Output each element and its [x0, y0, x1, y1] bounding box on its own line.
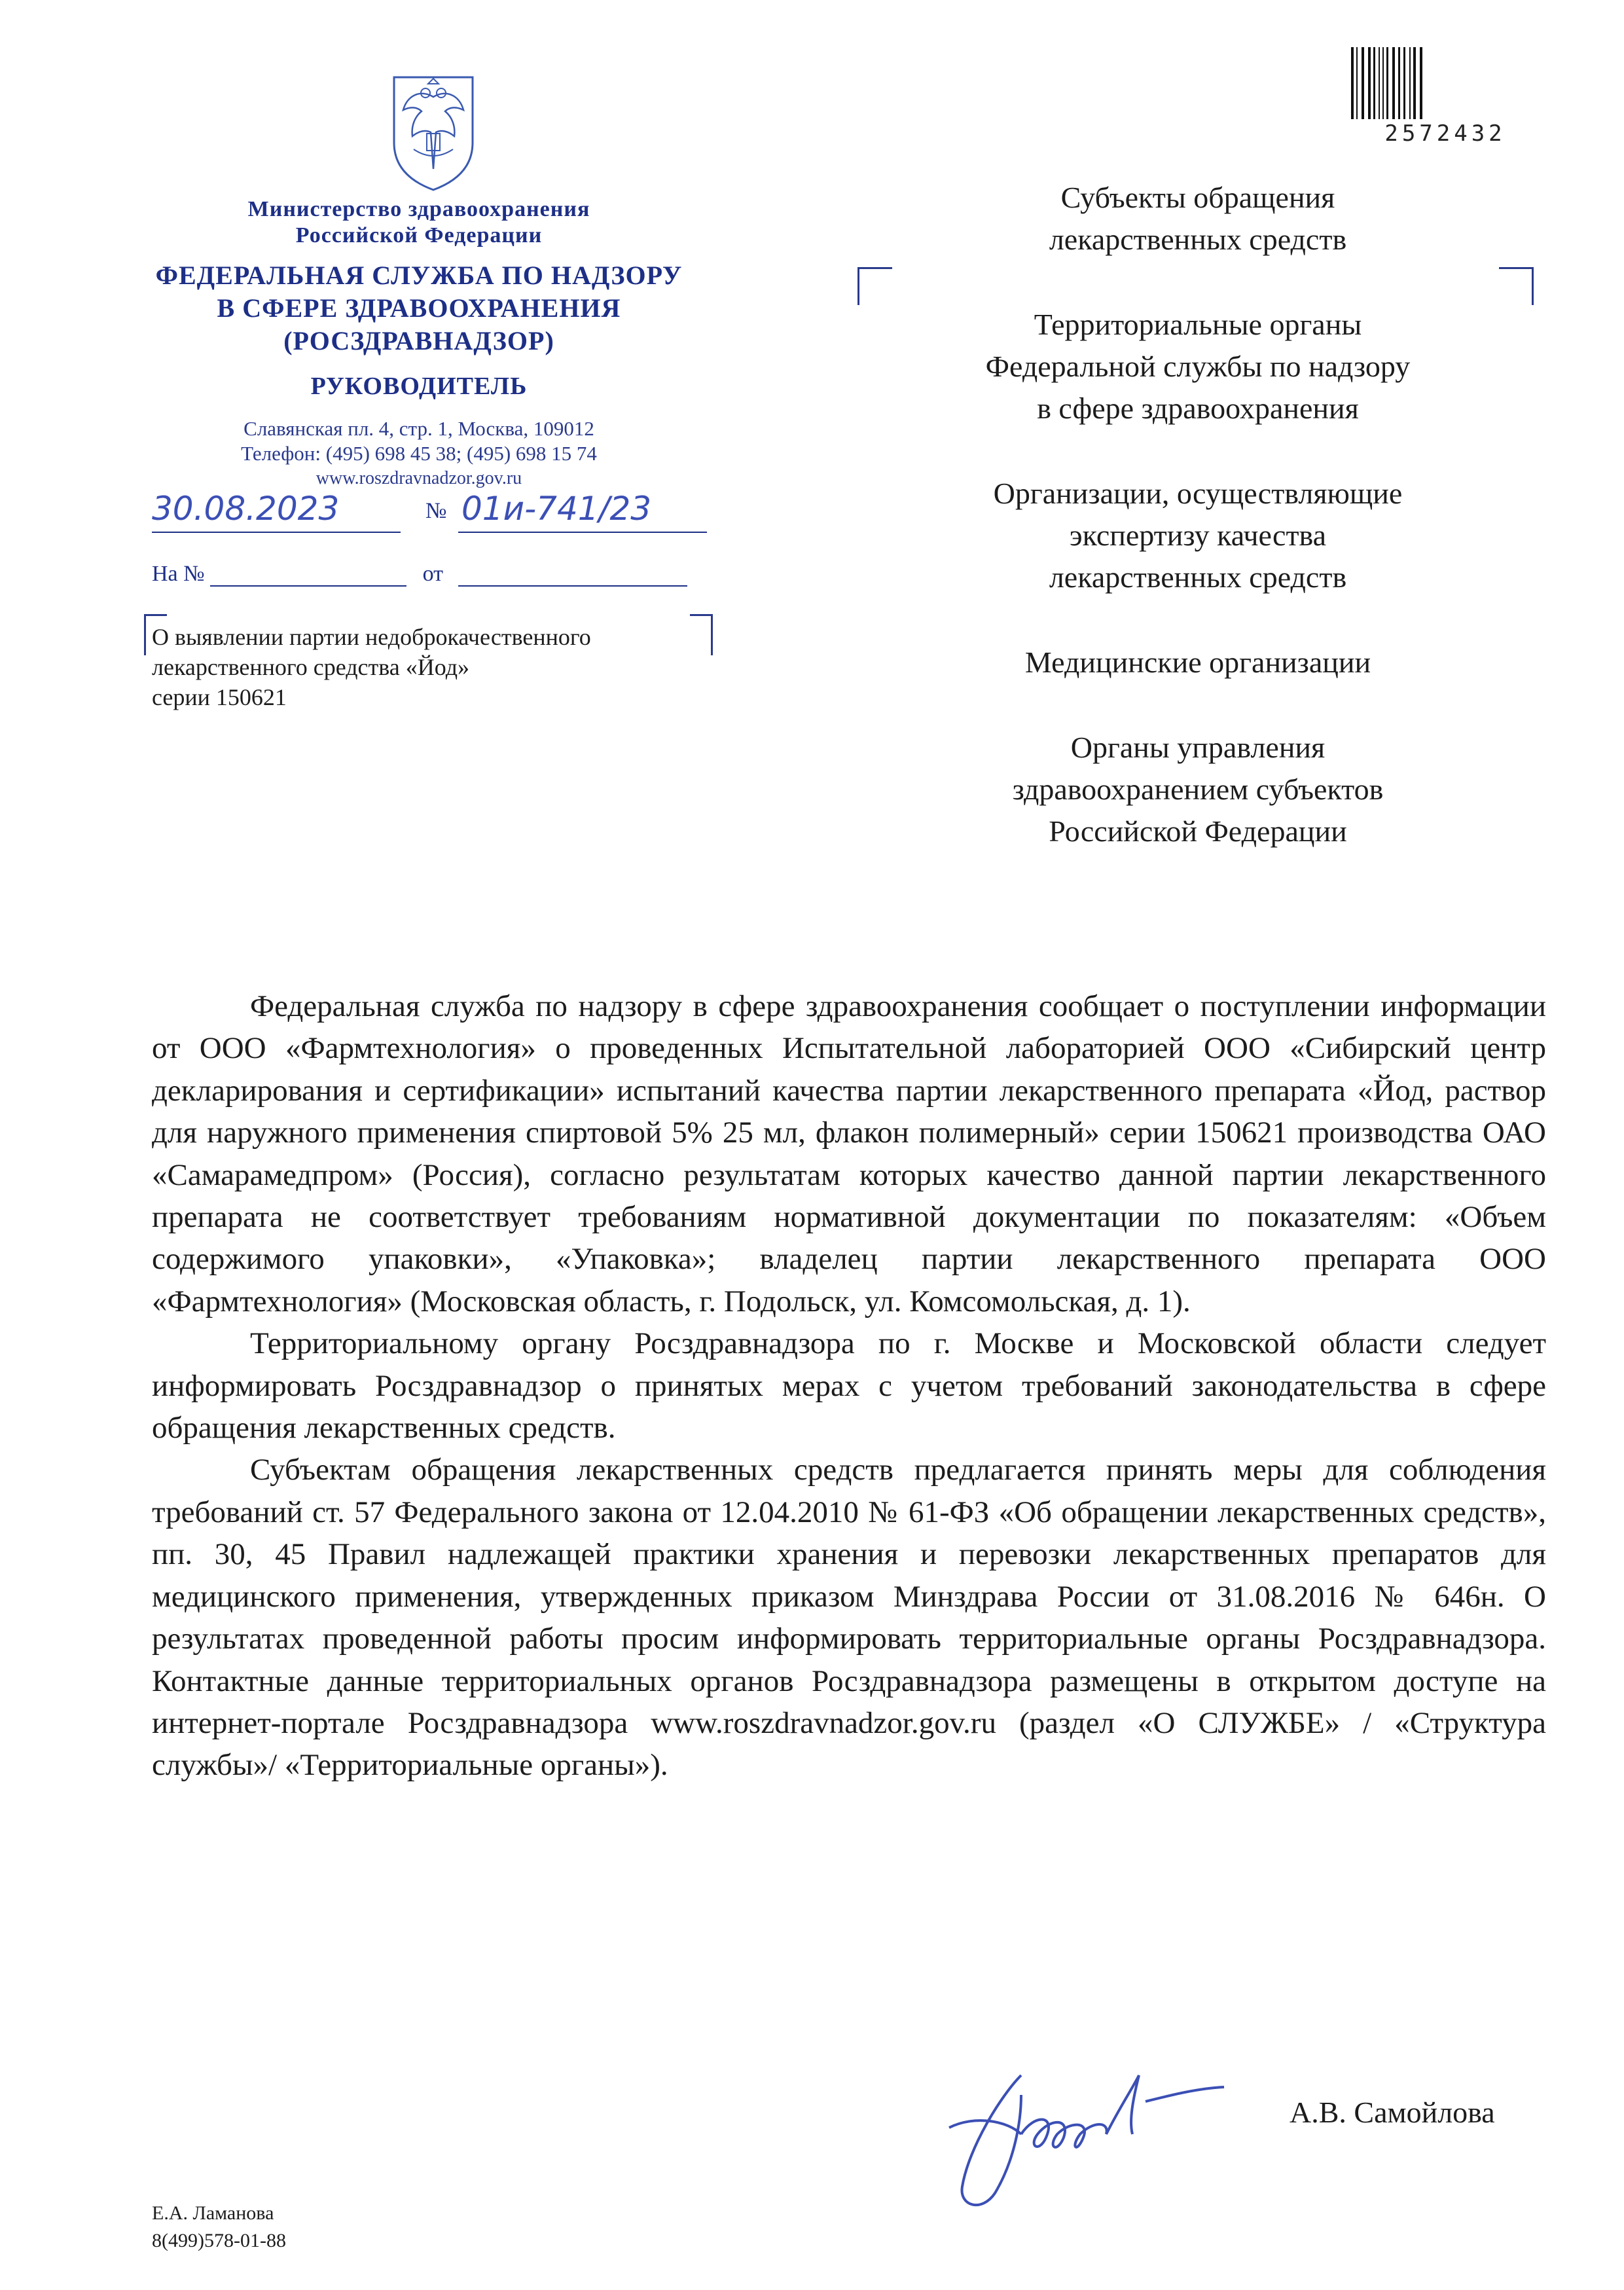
barcode-bar [1379, 47, 1380, 119]
recipient-item: Органы управления здравоохранением субъектов Российской Федерации [1012, 731, 1384, 848]
barcode-bar [1373, 47, 1375, 119]
recipient-item: Территориальные органы Федеральной службы по надзору в сфере здравоохранения [985, 308, 1411, 425]
barcode [1347, 45, 1543, 122]
barcode-bar [1392, 47, 1395, 119]
barcode-bar [1356, 47, 1358, 119]
recipient-corner-left [857, 267, 892, 305]
subject-corner-right [690, 614, 713, 655]
registration-number: 01и-741/23 [461, 490, 652, 528]
barcode-bar [1362, 47, 1364, 119]
letter-body [152, 985, 1546, 1787]
date-underline [152, 532, 401, 533]
number-symbol: № [425, 499, 447, 523]
address: Славянская пл. 4, стр. 1, Москва, 109012 [244, 417, 594, 440]
barcode-bar [1386, 47, 1388, 119]
handwritten-signature [923, 2049, 1263, 2219]
service-name: ФЕДЕРАЛЬНАЯ СЛУЖБА ПО НАДЗОРУ В СФЕРЕ ЗДРАВООХРАНЕНИЯ (РОСЗДРАВНАДЗОР) [155, 261, 683, 355]
barcode-bar [1403, 47, 1405, 119]
barcode-bar [1409, 47, 1411, 119]
barcode-bar [1398, 47, 1400, 119]
subject: О выявлении партии недоброкачественного лекарственного средства «Йод» серии 150621 [152, 624, 591, 710]
body-paragraph-3: Субъектам обращения лекарственных средств предлагается принять меры для соблюдения требований ст. 57 Федерального закона от 12.04.2010 № 61-ФЗ «Об обращении лекарственных средств», пп. 30, 45 Правил надлежащей практики хранения и перевозки лекарственных препаратов для медицинского применения, утвержденных приказом Минздрава России от 31.08.2016 № 646н. О результатах проведенной работы просим информировать территориальные органы Росздравнадзора. Контактные данные территориальных органов Росздравнадзора размещены в открытом доступе на интернет-портале Росздравнадзора www.roszdravnadzor.gov.ru (раздел «О СЛУЖБЕ» / «Структура службы»/ «Территориальные органы»). [152, 1453, 1546, 1783]
barcode-bar [1420, 47, 1422, 119]
number-underline [458, 532, 707, 533]
body-paragraph-2: Территориальному органу Росздравнадзора по г. Москве и Московской области следует информировать Росздравнадзор о принятых мерах с учетом требований законодательства в сфере обращения лекарственных средств. [152, 1326, 1546, 1445]
recipients-block [903, 177, 1492, 896]
address-block [131, 416, 707, 491]
executor-block [152, 2200, 286, 2255]
website: www.roszdravnadzor.gov.ru [316, 468, 522, 488]
executor-name: Е.А. Ламанова [152, 2202, 274, 2224]
head-title: РУКОВОДИТЕЛЬ [310, 373, 528, 400]
ref-number-blank [210, 567, 406, 587]
executor-phone: 8(499)578-01-88 [152, 2230, 286, 2251]
registration-date: 30.08.2023 [152, 490, 340, 528]
barcode-bar [1413, 47, 1416, 119]
recipient-item: Организации, осуществляющие экспертизу качества лекарственных средств [993, 477, 1403, 594]
recipient-corner-right [1499, 267, 1534, 305]
coat-of-arms-emblem [381, 71, 486, 194]
ref-prefix: На № [152, 562, 205, 586]
body-paragraph-1: Федеральная служба по надзору в сфере здравоохранения сообщает о поступлении информации от ООО «Фармтехнология» о проведенных Испытательной лабораторией ООО «Сибирский центр декларирования и сертификации» испытаний качества партии лекарственного препарата «Йод, раствор для наружного применения спиртовой 5% 25 мл, флакон полимерный» серии 150621 производства ОАО «Самарамедпром» (Россия), согласно результатам которых качество данной партии лекарственного препарата не соответствует требованиям нормативной документации по показателям: «Объем содержимого упаковки», «Упаковка»; владелец партии лекарственного препарата ООО «Фармтехнология» (Московская область, г. Подольск, ул. Комсомольская, д. 1). [152, 989, 1546, 1318]
letterhead [131, 196, 707, 491]
reference-line [152, 562, 687, 587]
ref-date-blank [458, 567, 687, 587]
phone: Телефон: (495) 698 45 38; (495) 698 15 74 [241, 442, 597, 465]
barcode-bar [1351, 47, 1354, 119]
barcode-bar [1368, 47, 1371, 119]
barcode-bar [1382, 47, 1384, 119]
ministry-name: Министерство здравоохранения Российской Федерации [247, 197, 590, 247]
recipient-item: Субъекты обращения лекарственных средств [1049, 181, 1347, 256]
barcode-number: 2572432 [1384, 120, 1506, 147]
recipient-item: Медицинские организации [1024, 645, 1371, 679]
signer-name: А.В. Самойлова [1290, 2096, 1495, 2129]
ref-from: от [422, 562, 444, 586]
